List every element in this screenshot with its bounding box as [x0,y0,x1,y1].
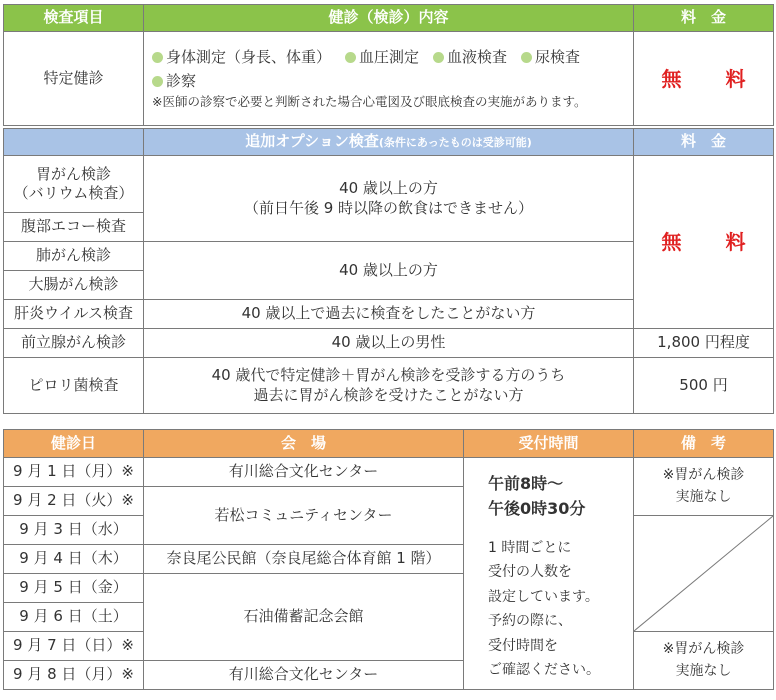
condition-hepatitis: 40 歳以上で過去に検査をしたことがない方 [144,300,634,329]
remark-top: ※胃がん検診 実施なし [634,458,774,516]
condition-group-2: 40 歳以上の方 [144,242,634,300]
row-colon-cancer: 大腸がん検診 [4,271,144,300]
header-blank [4,129,144,156]
bullet-dot-icon [152,76,163,87]
schedule-table [3,429,774,690]
date-cell: 9 月 8 日（月）※ [4,661,144,690]
venue-naraoo: 奈良尾公民館（奈良尾総合体育館 1 階） [144,545,464,574]
condition-group-1: 40 歳以上の方 （前日午後 9 時以降の飲食はできません） [144,156,634,242]
list-item: 尿検査 [521,45,580,69]
fee-free: 無 料 [634,32,774,126]
remark-blank-diagonal [634,516,774,632]
row-hepatitis: 肝炎ウイルス検査 [4,300,144,329]
row-lung-cancer: 肺がん検診 [4,242,144,271]
reception-note: 1 時間ごとに 受付の人数を 設定しています。 予約の際に、 受付時間を ご確認ください。 [488,539,600,679]
venue-sekiyu: 石油備蓄記念会館 [144,574,464,661]
header-venue: 会 場 [144,430,464,458]
date-cell: 9 月 1 日（月）※ [4,458,144,487]
row-pylori: ピロリ菌検査 [4,358,144,414]
remark-bottom: ※胃がん検診 実施なし [634,632,774,690]
bullet-dot-icon [345,52,356,63]
header-remarks: 備 考 [634,430,774,458]
row-abdominal-echo: 腹部エコー検査 [4,213,144,242]
list-item: 血圧測定 [345,45,419,69]
condition-prostate: 40 歳以上の男性 [144,329,634,358]
date-cell: 9 月 7 日（日）※ [4,632,144,661]
list-item: 身体測定（身長、体重） [152,45,331,69]
fee-free: 無 料 [634,156,774,329]
header-fee: 料 金 [634,129,774,156]
date-cell: 9 月 5 日（金） [4,574,144,603]
bullet-dot-icon [433,52,444,63]
bullet-dot-icon [521,52,532,63]
row-stomach-cancer: 胃がん検診 （バリウム検査） [4,156,144,213]
header-date: 健診日 [4,430,144,458]
list-item: 診察 [152,69,196,93]
condition-pylori: 40 歳代で特定健診＋胃がん検診を受診する方のうち 過去に胃がん検診を受けたことがない方 [144,358,634,414]
checkup-items [144,32,634,126]
header-exam-item: 検査項目 [4,5,144,32]
date-cell: 9 月 6 日（土） [4,603,144,632]
date-cell: 9 月 4 日（木） [4,545,144,574]
row-prostate: 前立腺がん検診 [4,329,144,358]
bullet-dot-icon [152,52,163,63]
fee-pylori: 500 円 [634,358,774,414]
diagonal-line [634,516,773,631]
list-item: 血液検査 [433,45,507,69]
header-reception: 受付時間 [464,430,634,458]
checkup-note: ※医師の診察で必要と判断された場合心電図及び眼底検査の実施があります。 [152,94,587,110]
date-cell: 9 月 3 日（水） [4,516,144,545]
header-exam-content: 健診（検診）内容 [144,5,634,32]
venue-arikawa: 有川総合文化センター [144,458,464,487]
date-cell: 9 月 2 日（火）※ [4,487,144,516]
venue-wakamatsu: 若松コミュニティセンター [144,487,464,545]
basic-checkup-table [3,4,774,126]
header-fee: 料 金 [634,5,774,32]
venue-arikawa: 有川総合文化センター [144,661,464,690]
header-option-exam: 追加オプション検査(条件にあったものは受診可能) [144,129,634,156]
row-specific-checkup: 特定健診 [4,32,144,126]
option-exam-table [3,128,774,414]
fee-prostate: 1,800 円程度 [634,329,774,358]
reception-time: 午前8時～ 午後0時30分 1 時間ごとに 受付の人数を 設定しています。 予約の際に、 受付時間を ご確認ください。 [464,458,634,690]
